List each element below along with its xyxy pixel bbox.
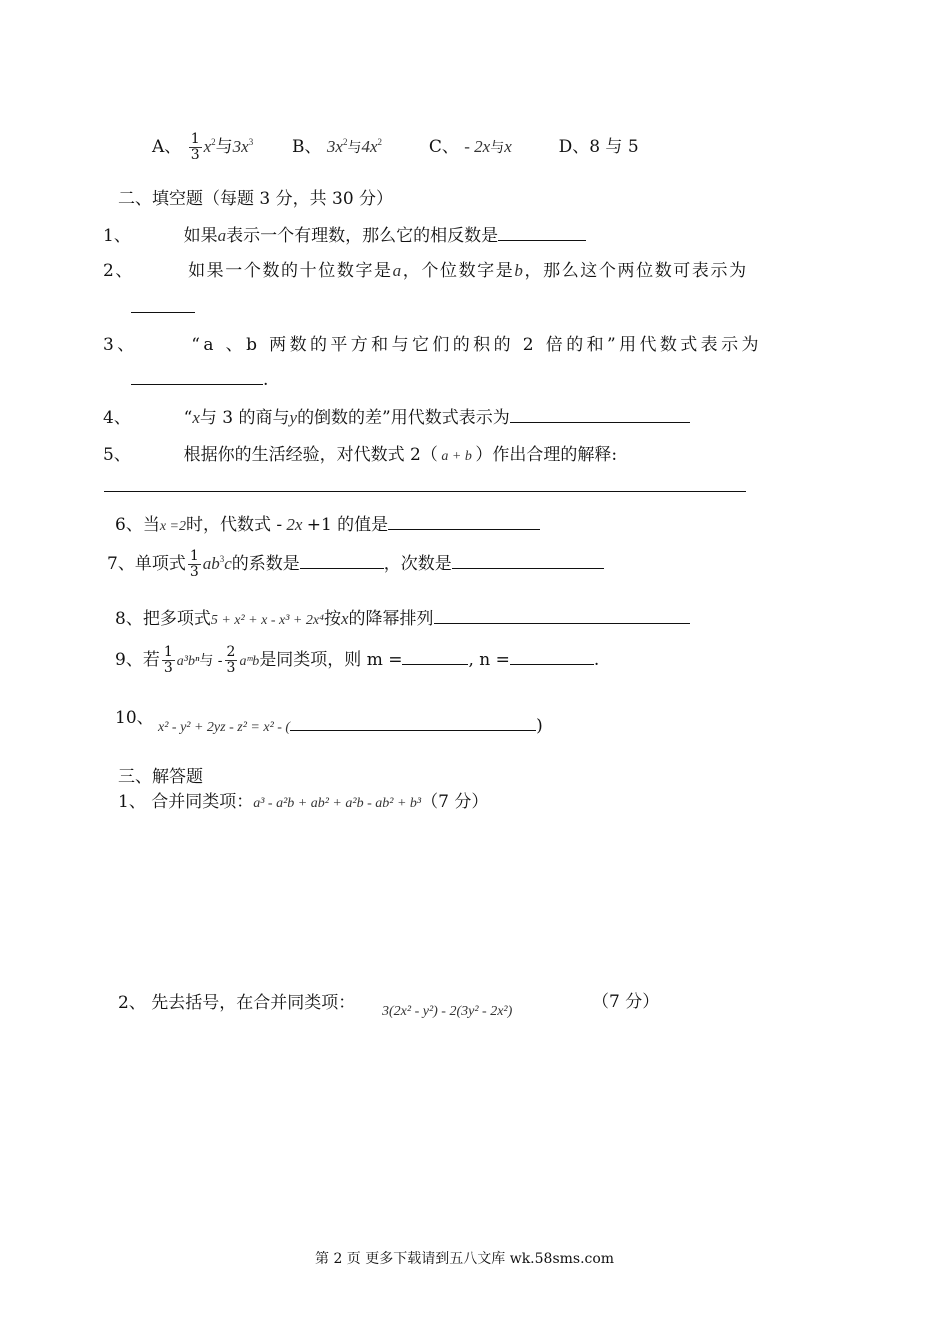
question-8: 8、把多项式5 + x² + x - x³ + 2x⁴按x的降幂排列 [115, 604, 690, 629]
options-row [152, 132, 639, 163]
option-d: D、8 与 5 [558, 137, 639, 157]
option-b-label: B、 [292, 137, 322, 157]
option-a-fraction: $\frac{1}{3}$ [190, 131, 200, 163]
answer-blank[interactable] [434, 606, 690, 624]
question-10 [115, 703, 154, 728]
q9-fraction-1: $\frac{1}{3}$ [163, 644, 173, 676]
option-c-expr: - 2x [464, 137, 491, 156]
answer-blank[interactable] [300, 551, 384, 569]
option-a-expr2: $3x^3$ [232, 137, 254, 156]
question-1-var: a [217, 226, 227, 245]
question-2-number: 2、 [103, 261, 135, 281]
section3-question-2: 2、 先去括号，在合并同类项： [118, 993, 356, 1013]
option-c-label: C、 [428, 137, 459, 157]
option-b-mid: 与 [347, 140, 362, 156]
question-5: 5、 根据你的生活经验，对代数式 2（ a + b ）作出合理的解释: [103, 445, 618, 465]
page-footer: 第 2 页 更多下载请到五八文库 wk.58sms.com [315, 1251, 615, 1267]
question-5-number: 5、 [103, 445, 131, 465]
question-2: 2、 如果一个数的十位数字是a，个位数字是b，那么这个两位数可表示为 [103, 261, 748, 281]
question-10-expr: x² - y² + 2yz - z² = x² - ( ) [158, 713, 543, 736]
answer-blank[interactable] [290, 713, 536, 731]
answer-blank[interactable] [131, 295, 195, 313]
question-1-number: 1、 [103, 226, 131, 246]
question-2-blank-line [131, 295, 195, 318]
section3-heading: 三、解答题 [118, 767, 203, 787]
answer-blank[interactable] [402, 647, 468, 665]
option-a-mid: 与 [215, 137, 233, 157]
answer-blank[interactable] [131, 367, 263, 385]
option-b-expr2: $4x^2$ [361, 137, 383, 156]
question-3: 3、 “a 、b 两数的平方和与它们的积的 2 倍的和”用代数式表示为 [103, 335, 762, 355]
option-b-expr1: $3x^2$ [326, 137, 348, 156]
option-a-label: A、 [152, 137, 182, 157]
question-3-number: 3、 [103, 335, 138, 355]
section3-question-2-expr: 3(2x² - y²) - 2(3y² - 2x²) [382, 1004, 513, 1019]
answer-blank[interactable] [510, 405, 690, 423]
answer-blank[interactable] [510, 647, 594, 665]
question-9: 9、若 $\frac{1}{3}$ a³bⁿ与 - $\frac{2}{3}$ aᵐb是同类项，则 m = , n = . [115, 644, 600, 676]
question-6: 6、当x =2时，代数式 - 2x +1 的值是 [115, 510, 540, 535]
option-c-expr2: x [504, 137, 512, 156]
answer-blank[interactable] [104, 474, 746, 492]
question-4: 4、 “x与 3 的商与y的倒数的差”用代数式表示为 [103, 403, 690, 428]
q9-fraction-2: $\frac{2}{3}$ [226, 644, 236, 676]
answer-blank[interactable] [388, 512, 540, 530]
q7-fraction: $\frac{1}{3}$ [189, 548, 199, 580]
answer-blank[interactable] [498, 223, 586, 241]
answer-blank[interactable] [452, 551, 604, 569]
question-4-number: 4、 [103, 408, 131, 428]
option-a-expr1: $x^2$ [203, 137, 216, 156]
question-7: 7、单项式 $\frac{1}{3}$ $ab^3c$的系数是 ，次数是 [107, 549, 604, 580]
question-1: 1、 如果a表示一个有理数，那么它的相反数是 [103, 221, 586, 246]
section3-question-2-score: （7 分） [592, 992, 660, 1012]
question-3-blank-line: . [131, 367, 268, 390]
section3-question-1: 1、 合并同类项：a³ - a²b + ab² + a²b - ab² + b³（7 分） [118, 792, 489, 812]
section2-heading: 二、填空题（每题 3 分，共 30 分） [118, 189, 394, 209]
question-10-number: 10、 [115, 708, 154, 728]
option-c-mid: 与 [490, 140, 505, 156]
question-5-blank-line [104, 474, 746, 497]
